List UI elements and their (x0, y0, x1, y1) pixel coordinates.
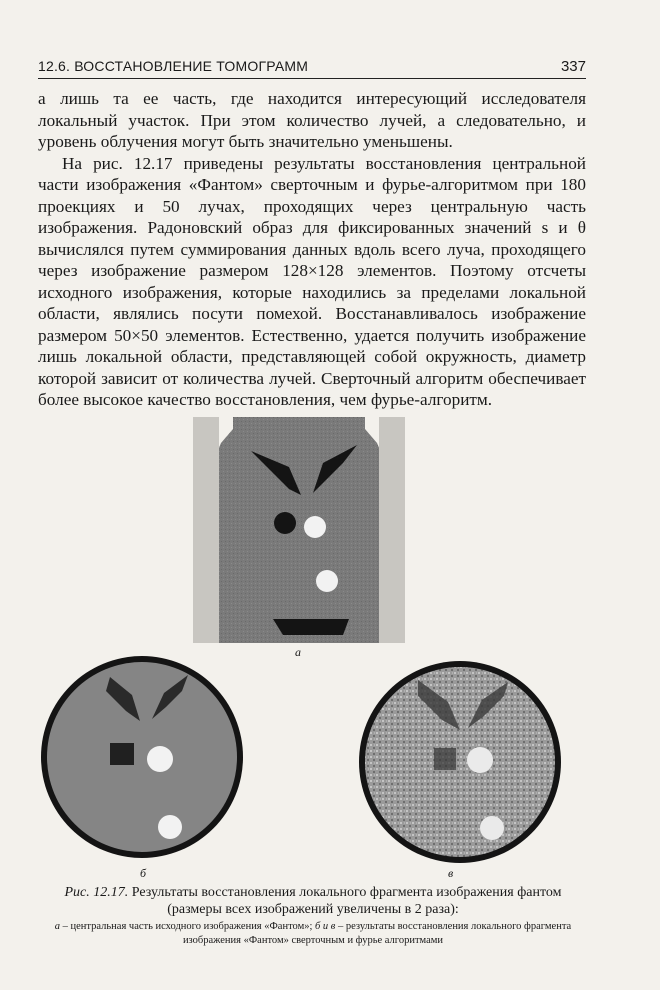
paragraph-2: На рис. 12.17 приведены результаты восстановления центральной части изображения «Фантом» сверточным и фурье-алгоритмом при 180 проекциях и 50 лучах, проходящих через центральную часть изображения. Радоновский образ для фиксированных значений s и θ вычислялся путем суммирования данных вдоль всего луча, проходящего через изображение размером 128×128 элементов. Поэтому отсчеты исходного изображения, которые находились за пределами локальной области, являлись посути помехой. Восстанавливалось изображение размером 50×50 элементов. Естественно, удается получить изображение лишь локальной области, представляющей собой окружность, диаметр которой зависит от количества лучей. Сверточный алгоритм обеспечивает более высокое качество восстановления, чем фурье-алгоритм. (38, 153, 586, 409)
caption-text: Результаты восстановления локального фрагмента изображения фантом (размеры всех изображений увеличены в 2 раза): (131, 885, 562, 917)
caption-note (40, 920, 586, 948)
page-number: 337 (560, 58, 586, 75)
paragraph-1: а лишь та ее часть, где находится интересующий исследователя локальный участок. При этом количество лучей, а следовательно, и уровень облучения могут быть значительно уменьшены. (38, 89, 586, 151)
figure-a-phantom (193, 417, 405, 643)
caption-number: Рис. 12.17. (64, 885, 129, 900)
figure-c-label: в (448, 866, 454, 880)
figure-c-fourier (358, 660, 562, 864)
figure-b-label: б (140, 866, 147, 880)
figure-b-convolution (40, 655, 244, 859)
body-text (38, 88, 586, 411)
caption-note-bc-text: – результаты восстановления локального фрагмента изображения «Фантом» сверточным и фурье алгоритмами (182, 921, 572, 946)
caption-note-a-label: а (54, 921, 61, 932)
figure-a-label: а (295, 645, 301, 659)
page-header (38, 52, 586, 79)
section-title: 12.6. ВОССТАНОВЛЕНИЕ ТОМОГРАММ (38, 58, 309, 74)
caption-note-bc-label: б и в (315, 921, 336, 932)
figure-caption (40, 884, 586, 948)
caption-note-a-text: – центральная часть исходного изображения «Фантом»; (62, 921, 313, 932)
caption-main (40, 884, 586, 918)
